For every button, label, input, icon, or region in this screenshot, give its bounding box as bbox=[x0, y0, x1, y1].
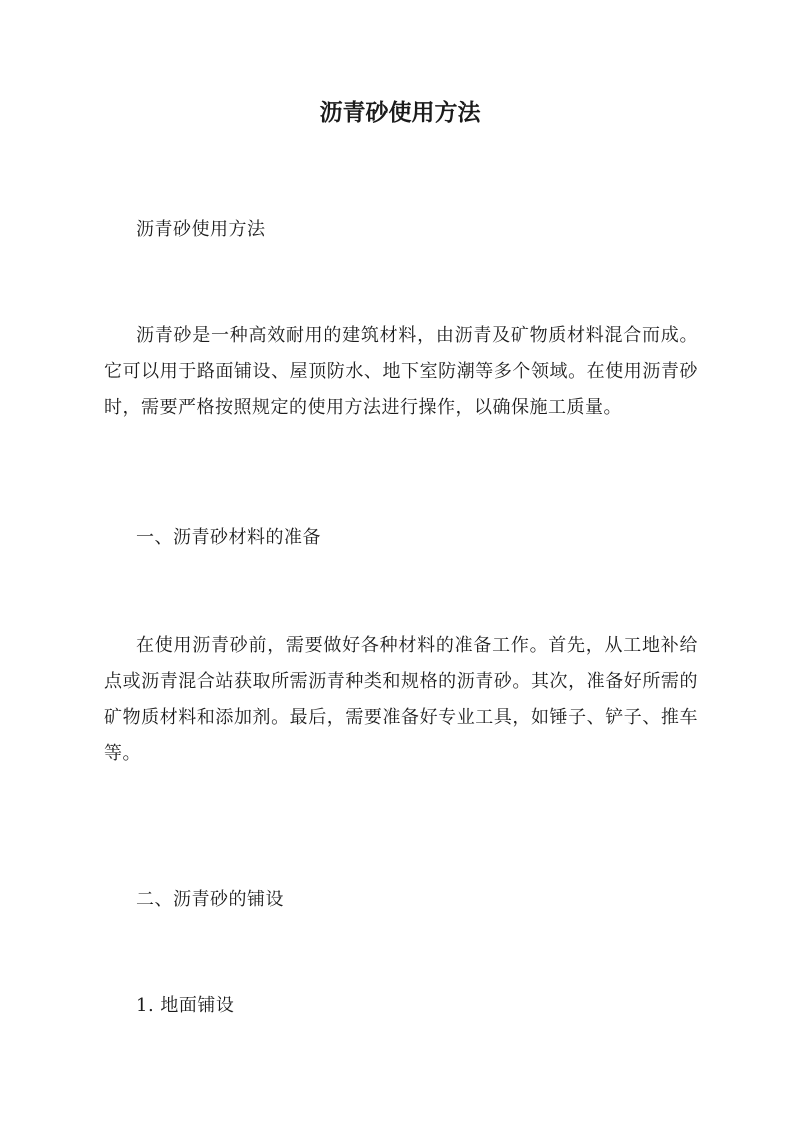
subsection-heading-ground: 1. 地面铺设 bbox=[136, 995, 235, 1016]
intro-paragraph: 沥青砂是一种高效耐用的建筑材料，由沥青及矿物质材料混合而成。它可以用于路面铺设、屋顶防水、地下室防潮等多个领域。在使用沥青砂时，需要严格按照规定的使用方法进行操作，以确保施工质量。 bbox=[104, 325, 698, 418]
subtitle-line: 沥青砂使用方法 bbox=[136, 219, 266, 240]
section-heading-materials: 一、沥青砂材料的准备 bbox=[136, 527, 321, 548]
document-title: 沥青砂使用方法 bbox=[319, 99, 481, 126]
materials-paragraph: 在使用沥青砂前，需要做好各种材料的准备工作。首先，从工地补给点或沥青混合站获取所需沥青种类和规格的沥青砂。其次，准备好所需的矿物质材料和添加剂。最后，需要准备好专业工具，如锤子、铲子、推车等。 bbox=[104, 635, 698, 764]
section-heading-laying: 二、沥青砂的铺设 bbox=[136, 889, 284, 910]
